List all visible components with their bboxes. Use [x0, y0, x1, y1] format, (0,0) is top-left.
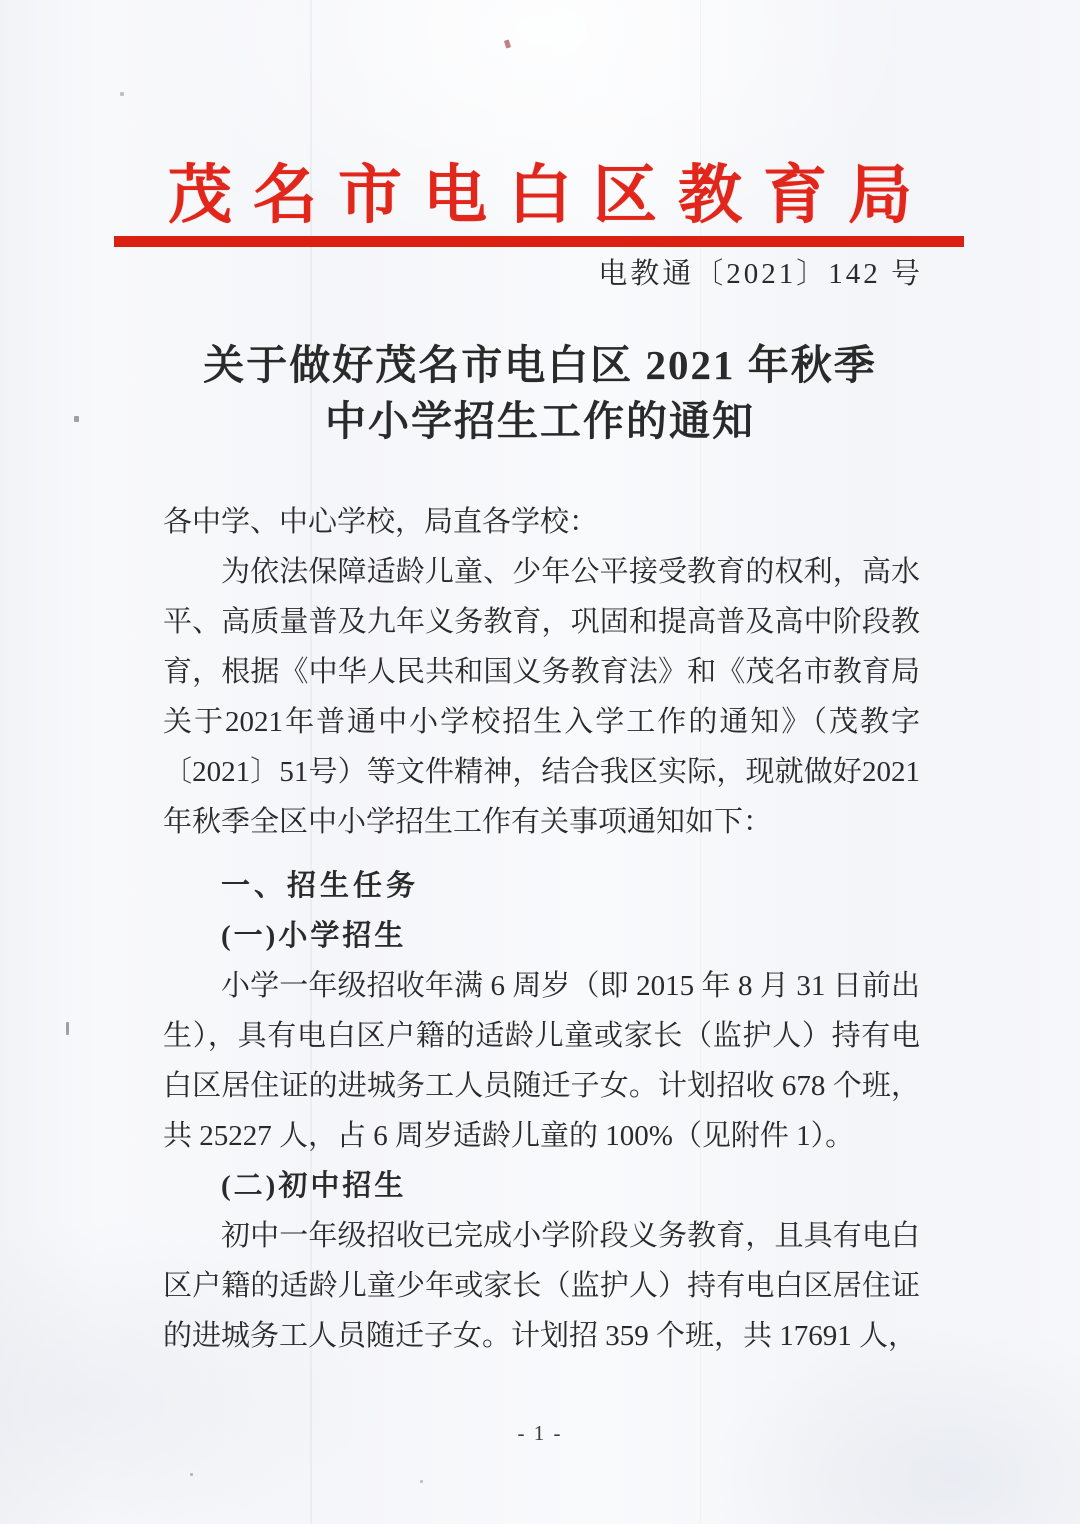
section-heading-enrollment-tasks: 一、招生任务	[221, 870, 420, 902]
scan-speck	[74, 416, 79, 422]
scan-speck	[190, 1473, 193, 1476]
paragraph-primary-enrollment: 小学一年级招收年满 6 周岁（即 2015 年 8 月 31 日前出生），具有电白区户籍的适龄儿童或家长（监护人）持有电白区居住证的进城务工人员随迁子女。计划招收 678 个班，共 25227 人，占 6 周岁适龄儿童的 100%（见附件 1）。	[163, 970, 920, 1152]
paragraph-intro: 为依法保障适龄儿童、少年公平接受教育的权利，高水平、高质量普及九年义务教育，巩固和提高普及高中阶段教育，根据《中华人民共和国义务教育法》和《茂名市教育局关于2021年普通中小学校招生入学工作的通知》（茂教字〔2021〕51号）等文件精神，结合我区实际，现就做好2021年秋季全区中小学招生工作有关事项通知如下：	[163, 556, 920, 838]
subsection-heading-junior-high-enrollment: (二)初中招生	[221, 1170, 407, 1202]
scan-speck	[66, 1022, 69, 1035]
salutation: 各中学、中心学校，局直各学校：	[163, 506, 599, 538]
letterhead-divider-rule	[114, 236, 964, 247]
document-title-line1: 关于做好茂名市电白区 2021 年秋季	[203, 342, 877, 388]
paragraph-junior-high-enrollment: 初中一年级招收已完成小学阶段义务教育，且具有电白区户籍的适龄儿童少年或家长（监护人）持有电白区居住证的进城务工人员随迁子女。计划招 359 个班，共 17691 人，	[163, 1220, 920, 1352]
subsection-heading-primary-enrollment: (一)小学招生	[221, 920, 407, 952]
scan-speck	[120, 92, 124, 96]
document-body	[163, 497, 920, 1361]
agency-letterhead-title: 茂名市电白区教育局	[168, 160, 933, 231]
document-title-line2: 中小学招生工作的通知	[325, 398, 755, 444]
document-reference-number: 电教通〔2021〕142 号	[598, 258, 923, 290]
scan-speck	[420, 1480, 423, 1483]
page-number: - 1 -	[517, 1421, 563, 1445]
scan-speck	[504, 39, 511, 48]
document-title	[0, 337, 1080, 449]
